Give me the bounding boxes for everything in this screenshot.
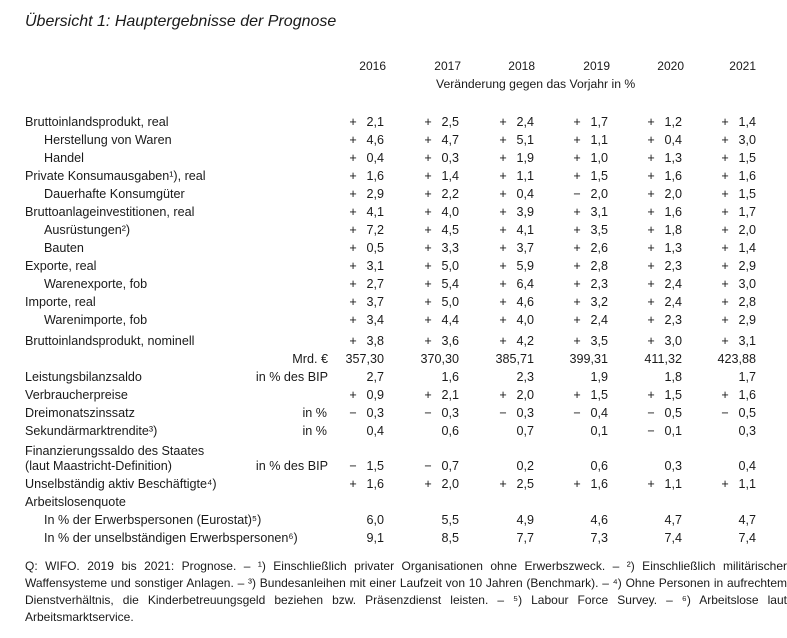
value-sign: − [573,406,581,420]
year-header: 2019 [583,59,610,73]
value-sign: − [647,406,655,420]
table-row [0,422,787,440]
table-row [0,239,787,257]
table-row [0,350,787,368]
value-cell: 2,0 [738,223,756,237]
value-cell: 0,9 [366,388,384,402]
value-sign: + [349,334,357,348]
table-row [0,113,787,131]
value-cell: 1,6 [738,388,756,402]
value-cell: 2,3 [516,370,534,384]
value-sign: + [647,205,655,219]
value-cell: 3,0 [738,133,756,147]
value-sign: + [647,388,655,402]
table-row [0,131,787,149]
row-unit: Mrd. € [292,352,328,366]
row-label: (laut Maastricht-Definition) [25,459,172,473]
value-cell: 2,8 [738,295,756,309]
value-sign: + [499,115,507,129]
value-sign: + [424,295,432,309]
footnote: Q: WIFO. 2019 bis 2021: Prognose. – ¹) Einschließlich privater Organisationen ohne Erwerbszweck. – ²) Einschließlich militärischer Waffensysteme und sonstiger Anlagen. – ³) Bundesanleihen mit einer Laufzeit von 10 Jahren (Benchmark). – ⁴) Ohne Personen in aufrechtem Dienstverhältnis, die Kinderbetreuungsgeld beziehen bzw. Präsenzdienst leisten. – ⁵) Labour Force Survey. – ⁶) Arbeitslose laut Arbeitsmarktservice. [25,559,787,624]
table-row [0,529,787,547]
value-cell: 2,3 [664,313,682,327]
value-cell: 3,9 [516,205,534,219]
value-sign: + [721,259,729,273]
value-sign: + [721,295,729,309]
value-cell: 1,7 [738,205,756,219]
value-sign: + [424,115,432,129]
row-label: Sekundärmarktrendite³) [25,424,158,438]
table-row [0,293,787,311]
value-cell: 1,3 [664,241,682,255]
value-sign: + [499,187,507,201]
row-label: Warenexporte, fob [44,277,148,291]
row-label: Handel [44,151,84,165]
value-sign: + [349,295,357,309]
value-sign: + [647,295,655,309]
value-cell: 1,6 [590,477,608,491]
value-cell: 1,7 [590,115,608,129]
value-sign: + [721,313,729,327]
value-cell: 2,7 [366,277,384,291]
value-cell: 0,3 [366,406,384,420]
value-cell: 4,1 [516,223,534,237]
value-sign: + [349,477,357,491]
row-label: Verbraucherpreise [25,388,128,402]
value-cell: 1,1 [664,477,682,491]
value-sign: + [424,334,432,348]
unit-subheader: Veränderung gegen das Vorjahr in % [436,77,636,91]
year-header: 2016 [359,59,386,73]
row-label: Exporte, real [25,259,97,273]
value-sign: + [349,223,357,237]
value-sign: + [647,133,655,147]
value-cell: 2,1 [366,115,384,129]
value-cell: 0,5 [366,241,384,255]
row-label: Leistungsbilanzsaldo [25,370,142,384]
value-cell: 3,8 [366,334,384,348]
value-sign: + [721,241,729,255]
value-cell: 1,0 [590,151,608,165]
value-cell: 1,1 [738,477,756,491]
value-cell: 9,1 [366,531,384,545]
value-sign: + [721,169,729,183]
value-cell: 3,5 [590,334,608,348]
value-cell: 4,6 [590,513,608,527]
value-cell: 1,9 [590,370,608,384]
table-row [0,311,787,329]
value-sign: + [424,187,432,201]
value-sign: + [721,205,729,219]
value-cell: 8,5 [441,531,459,545]
value-cell: 5,0 [441,259,459,273]
table-row [0,511,787,529]
value-cell: 7,4 [664,531,682,545]
value-sign: + [647,334,655,348]
value-cell: 6,4 [516,277,534,291]
value-sign: + [349,259,357,273]
value-cell: 385,71 [495,352,534,366]
value-cell: 1,6 [738,169,756,183]
value-sign: + [424,151,432,165]
table-row [0,257,787,275]
value-sign: − [424,406,432,420]
value-sign: + [349,151,357,165]
table-row [0,203,787,221]
value-sign: + [573,259,581,273]
value-sign: + [499,277,507,291]
table-row [0,275,787,293]
row-label: In % der unselbständigen Erwerbspersonen⁶) [44,531,298,545]
value-sign: + [349,115,357,129]
value-sign: + [647,223,655,237]
value-cell: 4,7 [441,133,459,147]
value-cell: 3,3 [441,241,459,255]
value-sign: + [349,388,357,402]
value-cell: 0,4 [366,151,384,165]
table-row [0,185,787,203]
value-sign: + [721,477,729,491]
value-cell: 4,0 [516,313,534,327]
value-cell: 357,30 [345,352,384,366]
row-label: Warenimporte, fob [44,313,148,327]
value-cell: 3,0 [664,334,682,348]
value-cell: 1,5 [664,388,682,402]
value-cell: 3,7 [366,295,384,309]
value-cell: 2,8 [590,259,608,273]
value-sign: + [349,241,357,255]
value-cell: 2,0 [441,477,459,491]
value-sign: − [424,459,432,473]
value-cell: 2,4 [664,295,682,309]
table-row [0,167,787,185]
value-sign: + [349,133,357,147]
value-sign: + [424,277,432,291]
value-sign: + [499,388,507,402]
value-cell: 0,4 [590,406,608,420]
value-sign: + [573,169,581,183]
value-cell: 1,6 [441,370,459,384]
value-cell: 2,0 [590,187,608,201]
value-sign: + [499,205,507,219]
value-cell: 2,7 [366,370,384,384]
table-row [0,386,787,404]
value-cell: 1,5 [590,388,608,402]
table-row [0,332,787,350]
value-sign: + [573,334,581,348]
value-cell: 1,4 [441,169,459,183]
value-sign: + [647,477,655,491]
value-sign: + [647,115,655,129]
value-cell: 0,3 [441,406,459,420]
value-cell: 1,1 [590,133,608,147]
value-cell: 3,1 [738,334,756,348]
value-cell: 7,2 [366,223,384,237]
value-sign: + [573,313,581,327]
value-sign: + [647,169,655,183]
row-label: Arbeitslosenquote [25,495,126,509]
value-sign: + [721,388,729,402]
value-cell: 2,1 [441,388,459,402]
value-sign: + [647,277,655,291]
value-cell: 2,3 [664,259,682,273]
value-sign: + [721,223,729,237]
year-header: 2021 [729,59,756,73]
value-cell: 2,4 [516,115,534,129]
value-cell: 2,3 [590,277,608,291]
value-cell: 4,2 [516,334,534,348]
value-cell: 1,9 [516,151,534,165]
value-sign: + [499,259,507,273]
value-cell: 2,5 [516,477,534,491]
value-cell: 0,2 [516,459,534,473]
value-cell: 2,0 [664,187,682,201]
table-row [0,368,787,386]
value-cell: 1,5 [590,169,608,183]
value-cell: 2,9 [366,187,384,201]
value-sign: + [647,313,655,327]
value-sign: + [647,187,655,201]
value-sign: + [424,477,432,491]
value-cell: 2,6 [590,241,608,255]
value-cell: 7,3 [590,531,608,545]
value-sign: + [573,223,581,237]
row-label: Bruttoinlandsprodukt, real [25,115,169,129]
row-label: Importe, real [25,295,96,309]
value-cell: 6,0 [366,513,384,527]
value-cell: 1,8 [664,370,682,384]
value-cell: 0,1 [664,424,682,438]
value-cell: 2,0 [516,388,534,402]
value-sign: − [573,187,581,201]
value-cell: 0,3 [441,151,459,165]
value-sign: + [499,151,507,165]
value-cell: 0,7 [441,459,459,473]
value-cell: 5,0 [441,295,459,309]
value-cell: 2,9 [738,259,756,273]
row-label: Finanzierungssaldo des Staates [25,444,205,458]
value-sign: + [647,151,655,165]
year-header: 2017 [434,59,461,73]
value-cell: 4,4 [441,313,459,327]
value-cell: 1,5 [738,187,756,201]
value-sign: + [647,241,655,255]
value-sign: + [499,169,507,183]
value-cell: 1,6 [366,169,384,183]
value-cell: 1,4 [738,115,756,129]
value-cell: 0,3 [738,424,756,438]
table-row [0,149,787,167]
value-cell: 4,0 [441,205,459,219]
table-row [0,475,787,493]
value-cell: 1,6 [664,205,682,219]
value-cell: 4,5 [441,223,459,237]
value-cell: 3,2 [590,295,608,309]
value-sign: + [349,205,357,219]
value-sign: − [349,459,357,473]
value-cell: 5,1 [516,133,534,147]
row-label: Unselbständig aktiv Beschäftigte⁴) [25,477,217,491]
value-sign: + [349,187,357,201]
value-sign: + [424,388,432,402]
value-cell: 0,1 [590,424,608,438]
value-sign: + [499,477,507,491]
value-cell: 1,2 [664,115,682,129]
value-cell: 370,30 [420,352,459,366]
value-sign: + [499,313,507,327]
row-label: Bruttoanlageinvestitionen, real [25,205,195,219]
row-label: In % der Erwerbspersonen (Eurostat)⁵) [44,513,262,527]
value-sign: + [647,259,655,273]
value-sign: + [424,169,432,183]
value-sign: + [573,151,581,165]
value-cell: 423,88 [717,352,756,366]
value-cell: 3,5 [590,223,608,237]
value-cell: 0,6 [441,424,459,438]
value-sign: + [424,133,432,147]
value-sign: + [349,313,357,327]
value-cell: 411,32 [644,352,682,366]
value-cell: 0,4 [738,459,756,473]
value-sign: + [573,115,581,129]
value-sign: + [721,115,729,129]
value-sign: + [424,223,432,237]
row-unit: in % des BIP [255,370,328,384]
row-label: Herstellung von Waren [44,133,172,147]
table-row [0,221,787,239]
value-cell: 1,8 [664,223,682,237]
row-label: Bruttoinlandsprodukt, nominell [25,334,195,348]
row-label: Private Konsumausgaben¹), real [25,169,206,183]
value-cell: 2,2 [441,187,459,201]
value-cell: 3,0 [738,277,756,291]
value-sign: − [647,424,655,438]
value-sign: + [573,133,581,147]
value-cell: 2,4 [664,277,682,291]
value-cell: 3,1 [366,259,384,273]
value-sign: + [721,277,729,291]
value-sign: − [349,406,357,420]
value-cell: 4,7 [738,513,756,527]
year-header: 2020 [657,59,684,73]
value-sign: + [721,187,729,201]
value-sign: + [424,313,432,327]
value-cell: 0,4 [664,133,682,147]
value-cell: 1,6 [366,477,384,491]
value-sign: + [721,334,729,348]
row-label: Dauerhafte Konsumgüter [44,187,185,201]
value-sign: − [499,406,507,420]
value-cell: 0,4 [516,187,534,201]
value-cell: 3,4 [366,313,384,327]
value-sign: + [424,259,432,273]
value-cell: 3,6 [441,334,459,348]
value-sign: + [499,223,507,237]
value-cell: 0,3 [664,459,682,473]
value-cell: 0,4 [366,424,384,438]
value-cell: 0,7 [516,424,534,438]
row-unit: in % [302,406,327,420]
value-cell: 0,5 [664,406,682,420]
value-sign: + [499,295,507,309]
value-cell: 3,1 [590,205,608,219]
value-sign: + [424,241,432,255]
value-cell: 5,9 [516,259,534,273]
value-sign: + [499,133,507,147]
value-cell: 1,4 [738,241,756,255]
row-label: Ausrüstungen²) [44,223,131,237]
row-unit: in % [302,424,327,438]
value-cell: 4,1 [366,205,384,219]
value-cell: 1,5 [738,151,756,165]
table-row [0,404,787,422]
value-sign: + [721,133,729,147]
value-cell: 0,3 [516,406,534,420]
value-cell: 7,4 [738,531,756,545]
value-cell: 1,6 [664,169,682,183]
value-cell: 4,7 [664,513,682,527]
value-cell: 1,7 [738,370,756,384]
value-cell: 7,7 [516,531,534,545]
value-cell: 1,3 [664,151,682,165]
row-label: Bauten [44,241,84,255]
value-sign: + [349,169,357,183]
row-label: Dreimonatszinssatz [25,406,135,420]
table-row [0,493,787,511]
value-sign: − [721,406,729,420]
value-cell: 1,5 [366,459,384,473]
value-cell: 5,4 [441,277,459,291]
value-sign: + [349,277,357,291]
value-cell: 1,1 [516,169,534,183]
value-cell: 0,6 [590,459,608,473]
value-cell: 0,5 [738,406,756,420]
value-sign: + [573,295,581,309]
value-cell: 4,9 [516,513,534,527]
value-cell: 399,31 [569,352,608,366]
value-sign: + [721,151,729,165]
value-sign: + [573,477,581,491]
value-cell: 4,6 [366,133,384,147]
value-sign: + [573,205,581,219]
row-unit: in % des BIP [255,459,328,473]
value-sign: + [424,205,432,219]
value-sign: + [499,241,507,255]
value-cell: 5,5 [441,513,459,527]
value-sign: + [573,241,581,255]
value-cell: 2,5 [441,115,459,129]
table-title: Übersicht 1: Hauptergebnisse der Prognose [25,13,337,30]
table-row [0,457,787,475]
year-header: 2018 [508,59,535,73]
value-cell: 3,7 [516,241,534,255]
value-cell: 2,9 [738,313,756,327]
value-cell: 2,4 [590,313,608,327]
value-sign: + [573,388,581,402]
value-sign: + [499,334,507,348]
value-cell: 4,6 [516,295,534,309]
value-sign: + [573,277,581,291]
